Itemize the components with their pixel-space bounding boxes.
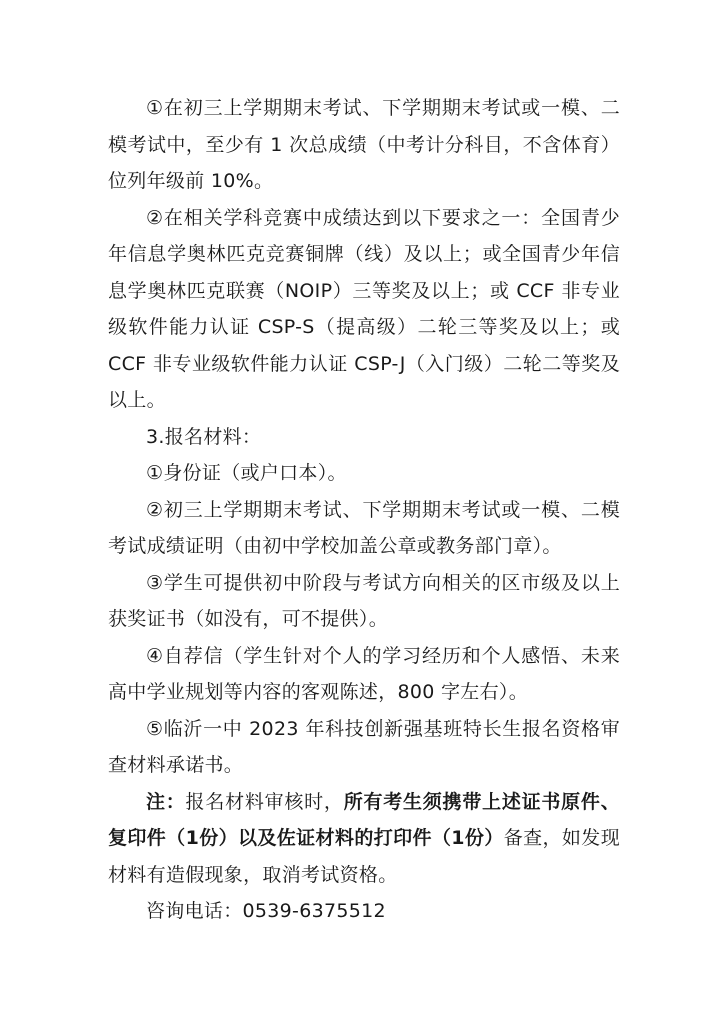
paragraph-text: ①身份证（或户口本）。 bbox=[146, 462, 347, 484]
note-text: 报名材料审核时， bbox=[185, 790, 344, 813]
paragraph-text: ⑤临沂一中 2023 年科技创新强基班特长生报名资格审查材料承诺书。 bbox=[108, 717, 620, 776]
paragraph-contact bbox=[108, 893, 620, 930]
paragraph-material-2 bbox=[108, 492, 620, 565]
paragraph-text: ②在相关学科竞赛中成绩达到以下要求之一：全国青少年信息学奥林匹克竞赛铜牌（线）及以上；或全国青少年信息学奥林匹克联赛（NOIP）三等奖及以上；或 CCF 非专业级软件能力认证 CSP-S（提高级）二轮三等奖及以上；或 CCF 非专业级软件能力认证 CSP-J（入门级）二轮二等奖及以上。 bbox=[108, 206, 620, 411]
paragraph-text: ②初三上学期期末考试、下学期期末考试或一模、二模考试成绩证明（由初中学校加盖公章或教务部门章）。 bbox=[108, 498, 620, 557]
paragraph-text: ④自荐信（学生针对个人的学习经历和个人感悟、未来高中学业规划等内容的客观陈述，800 字左右）。 bbox=[108, 644, 620, 703]
document-body bbox=[108, 90, 620, 930]
paragraph-text: ①在初三上学期期末考试、下学期期末考试或一模、二模考试中，至少有 1 次总成绩（中考计分科目，不含体育）位列年级前 10%。 bbox=[108, 97, 620, 192]
paragraph-material-5 bbox=[108, 711, 620, 784]
paragraph-material-1 bbox=[108, 455, 620, 492]
paragraph-note bbox=[108, 784, 620, 894]
paragraph-text: ③学生可提供初中阶段与考试方向相关的区市级及以上获奖证书（如没有，可不提供）。 bbox=[108, 571, 620, 630]
paragraph-criteria-2 bbox=[108, 200, 620, 419]
paragraph-materials-heading bbox=[108, 419, 620, 456]
note-label: 注： bbox=[146, 790, 186, 813]
paragraph-criteria-1 bbox=[108, 90, 620, 200]
paragraph-material-4 bbox=[108, 638, 620, 711]
paragraph-material-3 bbox=[108, 565, 620, 638]
contact-phone: 咨询电话：0539-6375512 bbox=[146, 900, 386, 922]
note-emphasis: 所有考生须携带上述证书原件、复印件（1份）以及佐证材料的打印件（1份） bbox=[108, 790, 620, 849]
section-heading: 3.报名材料： bbox=[146, 425, 262, 448]
note-text: 备查，如发现材料有造假现象，取消考试资格。 bbox=[108, 827, 620, 886]
